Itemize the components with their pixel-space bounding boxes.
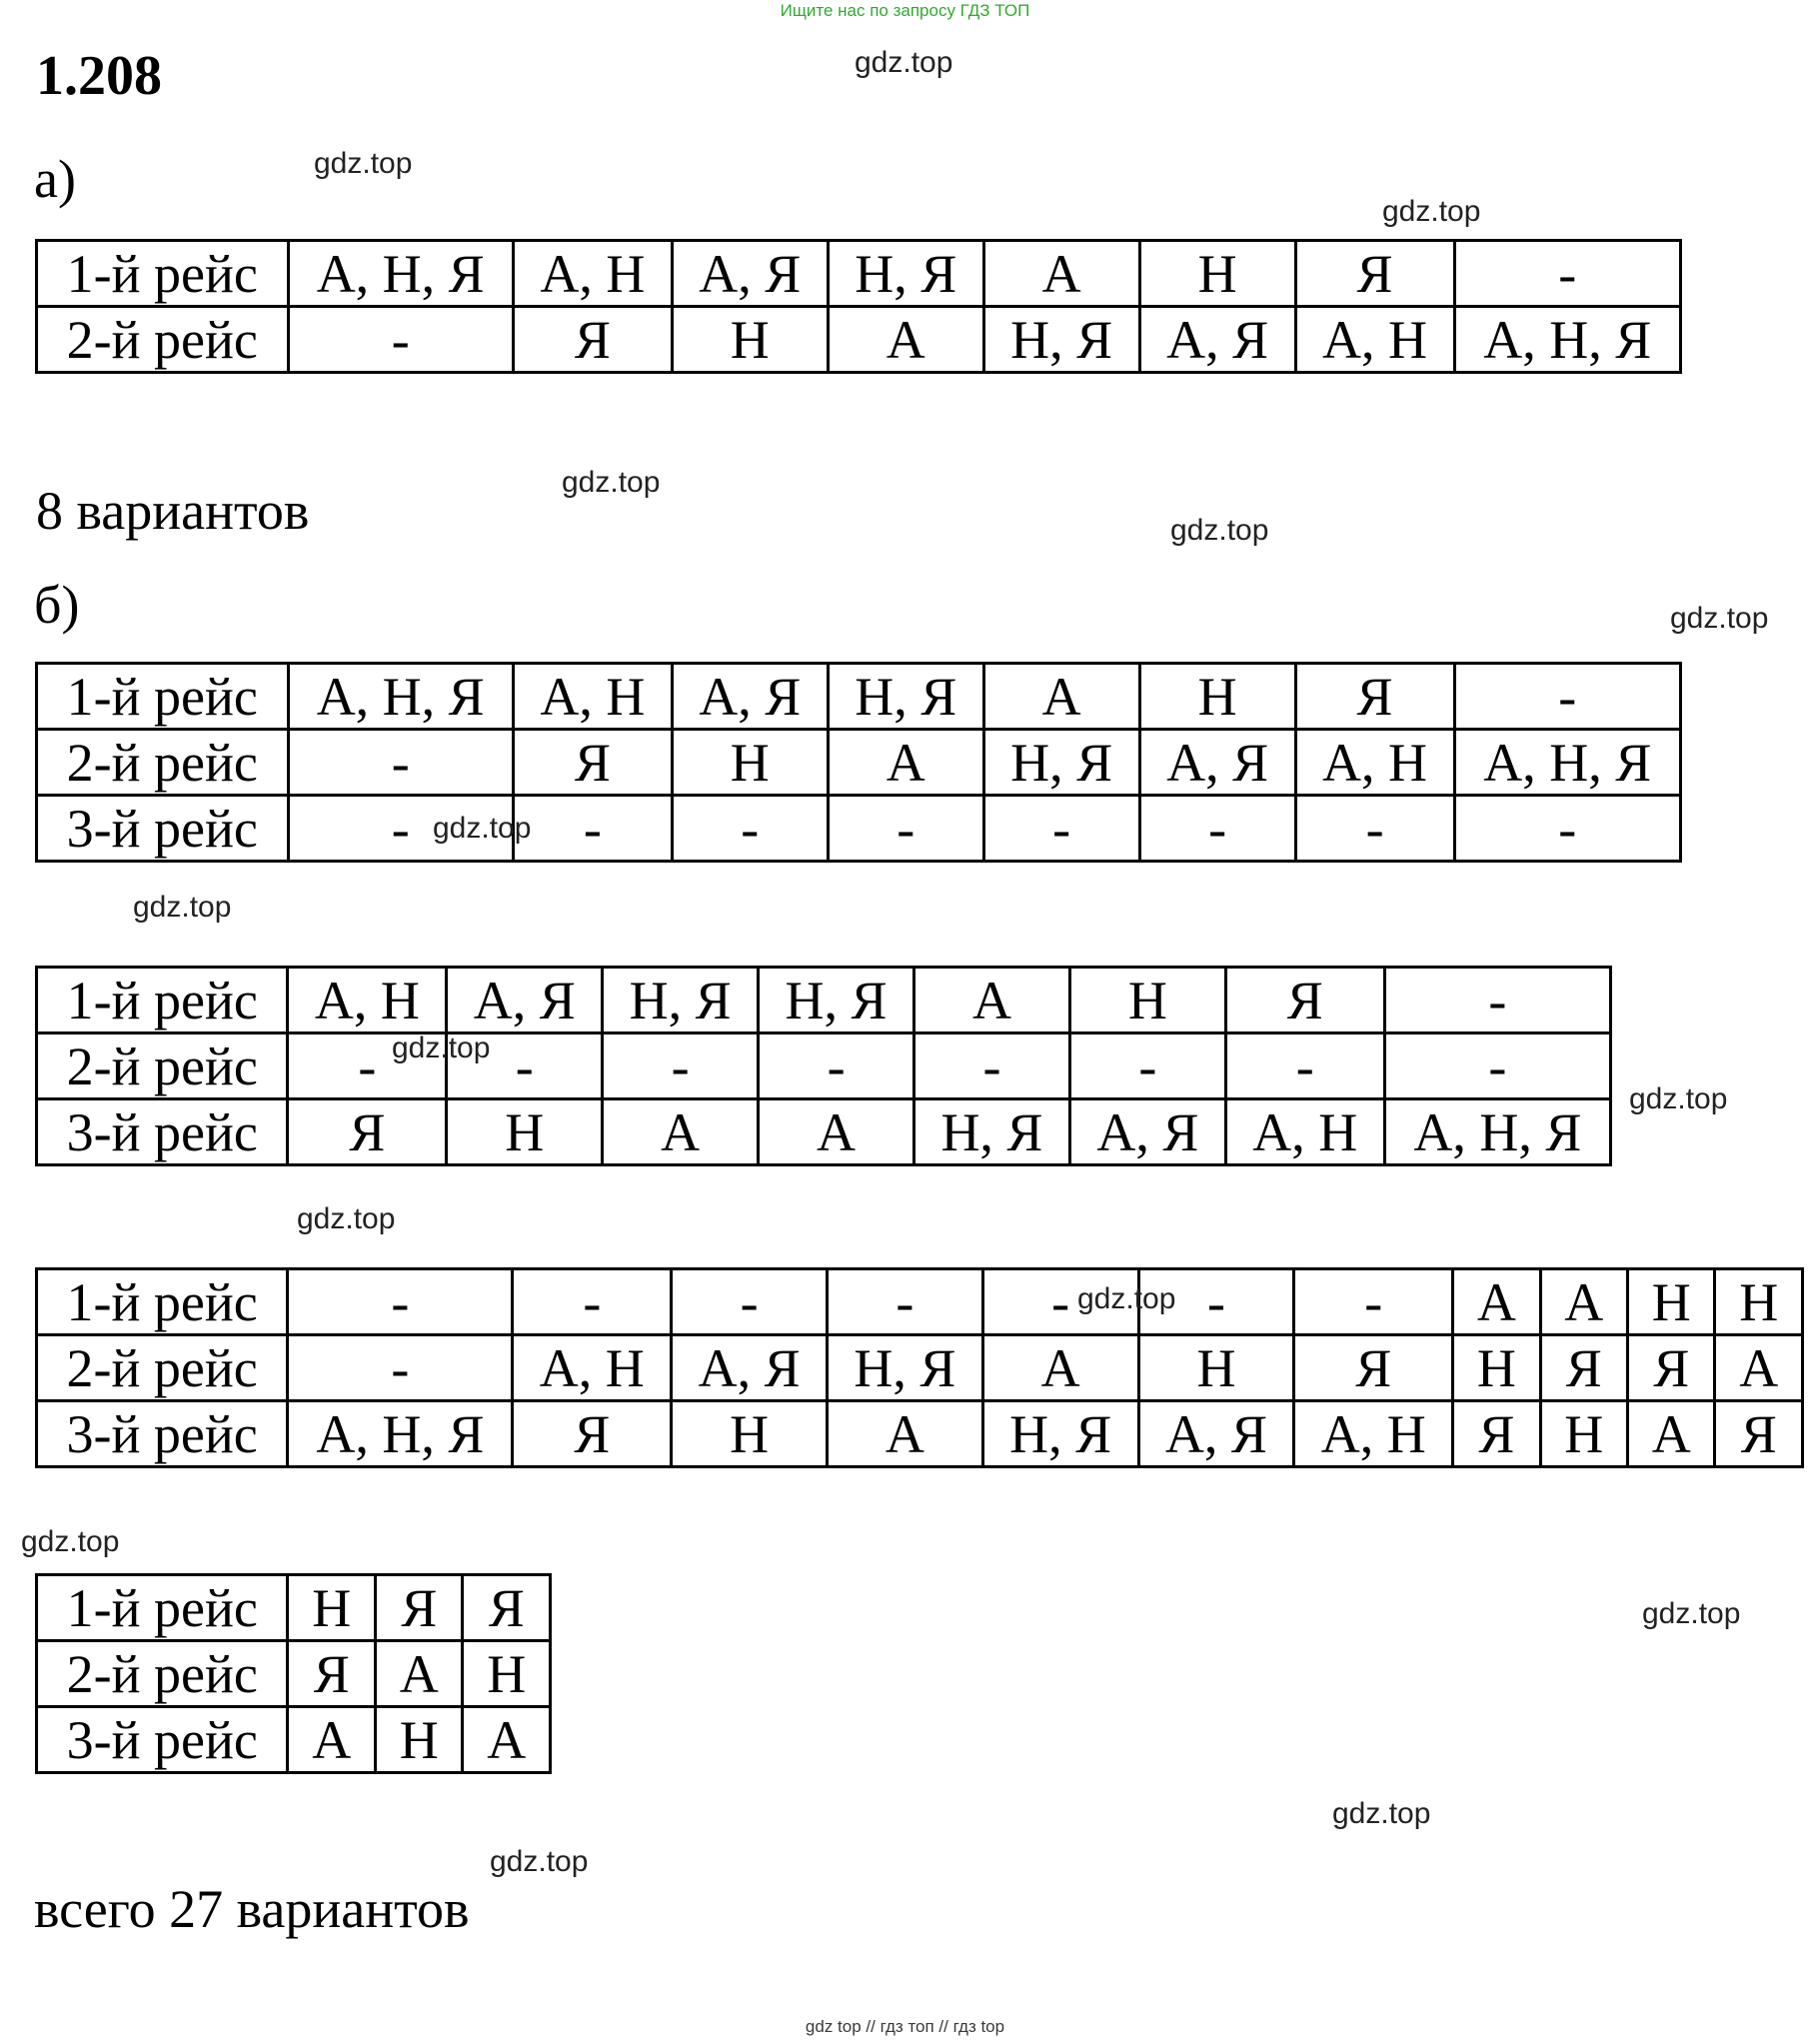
table-cell: А, Н, Я: [288, 664, 513, 730]
table-cell: А, Я: [1069, 1099, 1225, 1165]
table-cell: -: [828, 796, 983, 862]
task-number: 1.208: [36, 45, 162, 107]
table-row: [37, 1335, 1803, 1401]
table-cell: Н: [1628, 1269, 1715, 1335]
table-cell: -: [1384, 968, 1610, 1033]
table-cell: А, Я: [1139, 730, 1295, 796]
watermark: gdz.top: [1382, 195, 1481, 228]
table-cell: А: [759, 1099, 914, 1165]
table-cell: Я: [1295, 241, 1454, 307]
table-cell: -: [827, 1269, 982, 1335]
table-cell: А, Н, Я: [1454, 730, 1680, 796]
table-cell: -: [288, 1033, 447, 1099]
table-cell: Я: [288, 1099, 447, 1165]
table-cell: -: [1294, 1269, 1453, 1335]
part-b-label: б): [34, 575, 80, 635]
row-header: 1-й рейс: [37, 1269, 288, 1335]
table-row: [37, 796, 1681, 862]
table-cell: -: [288, 796, 513, 862]
table-cell: А, Н, Я: [1384, 1099, 1610, 1165]
table-row: [37, 241, 1681, 307]
table-cell: А: [1628, 1401, 1715, 1467]
row-header: 3-й рейс: [37, 1401, 288, 1467]
watermark: gdz.top: [562, 466, 661, 499]
table-cell: А: [1715, 1335, 1803, 1401]
table-cell: А: [827, 1401, 982, 1467]
table-cell: -: [288, 1269, 513, 1335]
table-row: [37, 1269, 1803, 1335]
table-cell: Я: [1295, 664, 1454, 730]
table-cell: А, Н, Я: [1454, 307, 1680, 373]
row-header: 2-й рейс: [37, 1335, 288, 1401]
table-cell: -: [1384, 1033, 1610, 1099]
table-cell: -: [288, 307, 513, 373]
table-cell: А: [1540, 1269, 1627, 1335]
table-cell: А, Н: [1225, 1099, 1384, 1165]
table-part-b-3: [35, 1267, 1804, 1468]
table-cell: -: [672, 796, 828, 862]
table-cell: Я: [513, 730, 672, 796]
watermark: gdz.top: [314, 147, 413, 180]
table-cell: А, Я: [672, 1335, 828, 1401]
row-header: 2-й рейс: [37, 307, 289, 373]
table-cell: А, Н: [288, 968, 447, 1033]
table-cell: А: [828, 307, 983, 373]
watermark: gdz.top: [1170, 514, 1269, 547]
table-cell: Н, Я: [914, 1099, 1070, 1165]
table-cell: Я: [513, 1401, 672, 1467]
part-a-label: а): [34, 149, 76, 209]
watermark: gdz.top: [1629, 1082, 1728, 1115]
table-cell: -: [1454, 241, 1680, 307]
row-header: 2-й рейс: [37, 1641, 288, 1707]
table-cell: Н, Я: [759, 968, 914, 1033]
table-cell: А: [1453, 1269, 1540, 1335]
watermark: gdz.top: [1332, 1797, 1431, 1830]
table-cell: Н: [1453, 1335, 1540, 1401]
table-cell: А: [603, 1099, 759, 1165]
watermark: gdz.top: [297, 1202, 396, 1235]
table-row: [37, 307, 1681, 373]
table-cell: -: [914, 1033, 1070, 1099]
table-cell: -: [288, 730, 513, 796]
table-cell: А: [375, 1641, 463, 1707]
table-cell: Я: [288, 1641, 376, 1707]
table-cell: Н: [1540, 1401, 1627, 1467]
table-cell: -: [1225, 1033, 1384, 1099]
table-cell: Н: [1139, 664, 1295, 730]
table-cell: А: [982, 1335, 1138, 1401]
table-cell: Я: [1628, 1335, 1715, 1401]
part-a-result: 8 вариантов: [36, 481, 310, 541]
table-cell: -: [513, 1269, 672, 1335]
table-row: [37, 1033, 1611, 1099]
table-part-b-1: [35, 662, 1682, 863]
table-cell: -: [1069, 1033, 1225, 1099]
table-cell: -: [1295, 796, 1454, 862]
row-header: 2-й рейс: [37, 1033, 288, 1099]
table-cell: Н, Я: [983, 730, 1139, 796]
table-cell: Н, Я: [828, 664, 983, 730]
table-cell: -: [672, 1269, 828, 1335]
table-row: [37, 1575, 551, 1641]
table-cell: -: [1139, 796, 1295, 862]
row-header: 2-й рейс: [37, 730, 289, 796]
table-cell: А, Н, Я: [288, 1401, 513, 1467]
table-row: [37, 1401, 1803, 1467]
table-row: [37, 664, 1681, 730]
table-cell: Н: [1139, 241, 1295, 307]
table-cell: Я: [1715, 1401, 1803, 1467]
table-cell: Н, Я: [982, 1401, 1138, 1467]
table-cell: Н: [288, 1575, 376, 1641]
table-cell: Я: [1225, 968, 1384, 1033]
table-cell: Н: [1715, 1269, 1803, 1335]
table-cell: -: [982, 1269, 1138, 1335]
bottom-banner[interactable]: gdz top // гдз топ // гдз top: [805, 2017, 1005, 2036]
table-cell: Н: [672, 307, 828, 373]
table-cell: Н: [672, 730, 828, 796]
table-row: [37, 1099, 1611, 1165]
table-cell: -: [447, 1033, 603, 1099]
table-cell: Н: [447, 1099, 603, 1165]
table-cell: А, Я: [447, 968, 603, 1033]
table-cell: А, Я: [1139, 307, 1295, 373]
table-cell: Н, Я: [827, 1335, 982, 1401]
table-cell: -: [983, 796, 1139, 862]
watermark: gdz.top: [855, 46, 953, 79]
row-header: 3-й рейс: [37, 1099, 288, 1165]
row-header: 1-й рейс: [37, 1575, 288, 1641]
table-cell: -: [1138, 1269, 1294, 1335]
table-cell: А: [914, 968, 1070, 1033]
table-row: [37, 730, 1681, 796]
table-row: [37, 968, 1611, 1033]
table-cell: Н: [463, 1641, 551, 1707]
row-header: 3-й рейс: [37, 1707, 288, 1773]
table-cell: А, Н, Я: [288, 241, 513, 307]
table-cell: А, Н: [513, 1335, 672, 1401]
table-cell: -: [513, 796, 672, 862]
watermark: gdz.top: [433, 812, 532, 845]
watermark: gdz.top: [133, 891, 232, 924]
table-cell: А, Я: [1138, 1401, 1294, 1467]
table-row: [37, 1707, 551, 1773]
table-cell: А, Н: [1295, 307, 1454, 373]
watermark: gdz.top: [1670, 602, 1769, 635]
table-cell: А, Н: [513, 664, 672, 730]
table-cell: Н, Я: [828, 241, 983, 307]
table-cell: А: [828, 730, 983, 796]
row-header: 3-й рейс: [37, 796, 289, 862]
row-header: 1-й рейс: [37, 968, 288, 1033]
row-header: 1-й рейс: [37, 664, 289, 730]
table-cell: Н: [672, 1401, 828, 1467]
watermark: gdz.top: [1077, 1282, 1176, 1315]
table-cell: Н: [1138, 1335, 1294, 1401]
table-cell: Я: [1540, 1335, 1627, 1401]
table-cell: Я: [1453, 1401, 1540, 1467]
table-row: [37, 1641, 551, 1707]
table-cell: -: [1454, 796, 1680, 862]
table-part-a: [35, 239, 1682, 374]
top-banner[interactable]: Ищите нас по запросу ГДЗ ТОП: [780, 1, 1030, 20]
table-cell: Я: [513, 307, 672, 373]
table-cell: Я: [463, 1575, 551, 1641]
table-cell: А, Н: [513, 241, 672, 307]
table-cell: Н: [375, 1707, 463, 1773]
table-cell: Н: [1069, 968, 1225, 1033]
table-cell: -: [603, 1033, 759, 1099]
table-cell: А, Н: [1294, 1401, 1453, 1467]
row-header: 1-й рейс: [37, 241, 289, 307]
table-cell: А, Я: [672, 664, 828, 730]
table-cell: А: [983, 241, 1139, 307]
table-cell: -: [1454, 664, 1680, 730]
part-b-result: всего 27 вариантов: [34, 1879, 470, 1939]
table-cell: А, Я: [672, 241, 828, 307]
table-cell: А, Н: [1295, 730, 1454, 796]
table-cell: Я: [375, 1575, 463, 1641]
watermark: gdz.top: [21, 1525, 120, 1558]
table-cell: -: [288, 1335, 513, 1401]
watermark: gdz.top: [1642, 1597, 1741, 1630]
watermark: gdz.top: [490, 1845, 589, 1878]
table-cell: А: [288, 1707, 376, 1773]
table-cell: Н, Я: [983, 307, 1139, 373]
watermark: gdz.top: [392, 1031, 491, 1064]
table-cell: А: [463, 1707, 551, 1773]
table-cell: Н, Я: [603, 968, 759, 1033]
table-cell: Я: [1294, 1335, 1453, 1401]
table-cell: А: [983, 664, 1139, 730]
table-cell: -: [759, 1033, 914, 1099]
table-part-b-2: [35, 966, 1612, 1166]
table-part-b-4: [35, 1573, 552, 1774]
